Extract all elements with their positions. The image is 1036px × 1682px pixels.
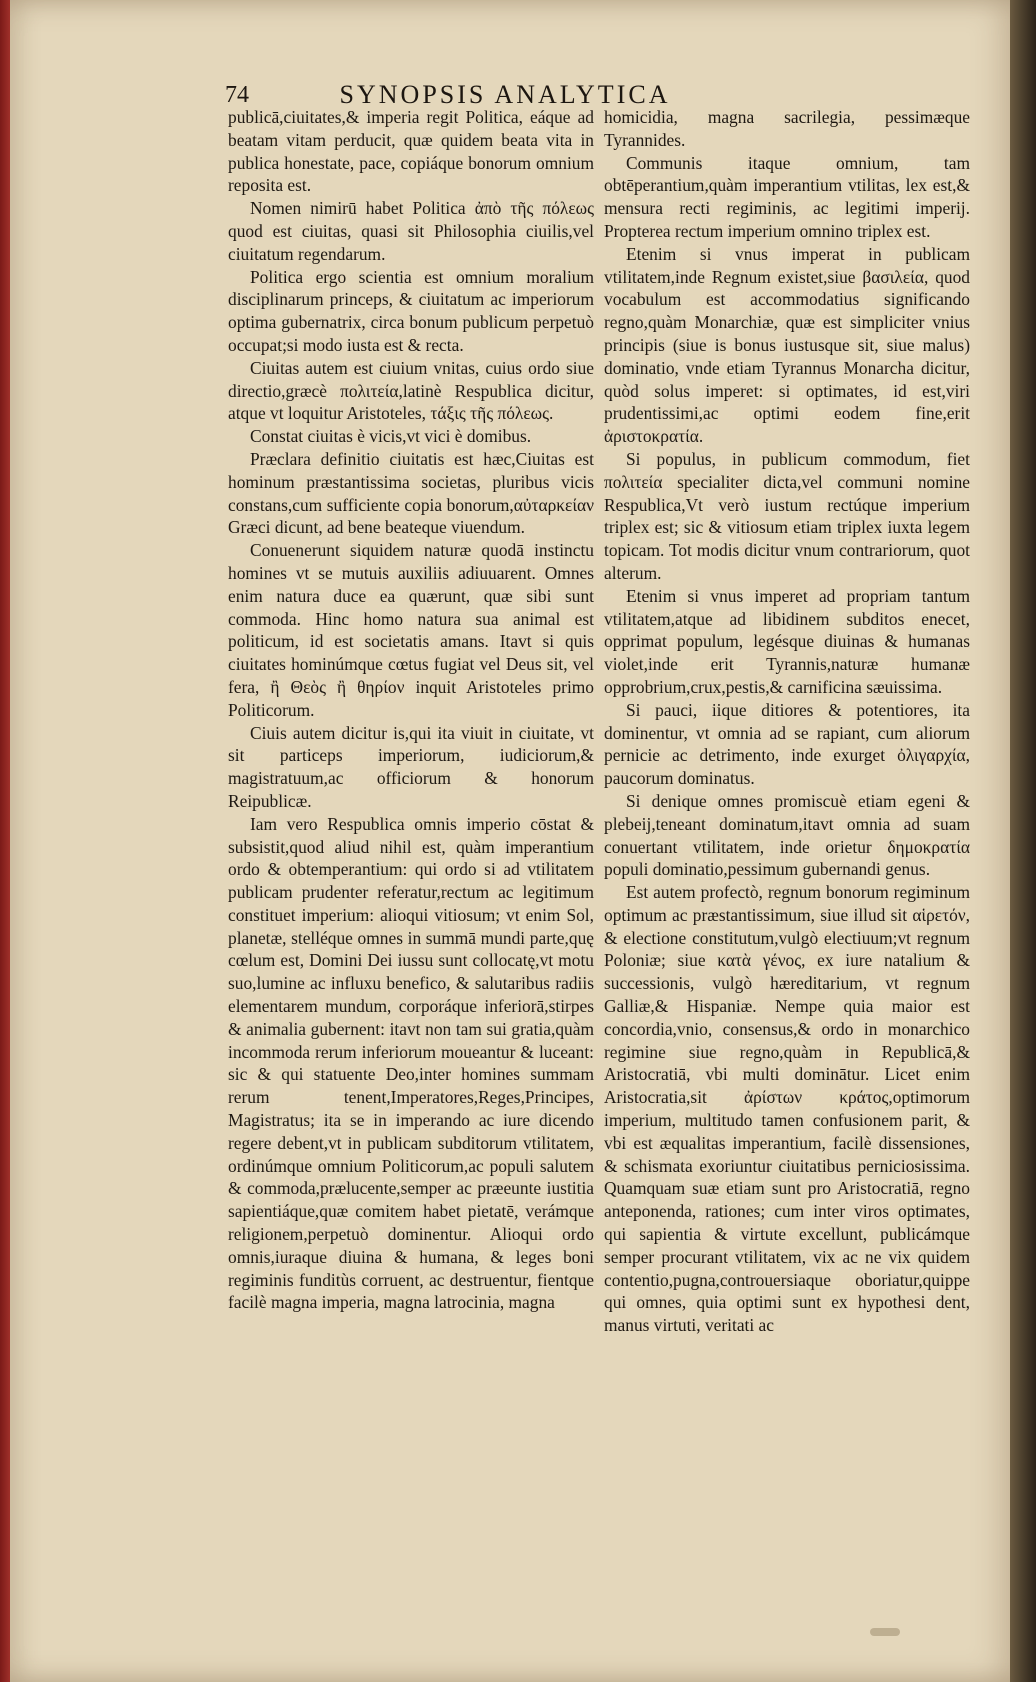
left-column (228, 106, 594, 1314)
page-shadow-edge (1010, 0, 1036, 1682)
book-binding-edge (0, 0, 10, 1682)
book-page (10, 0, 1020, 1682)
paragraph: publicā,ciuitates,& imperia regit Politica, eáque ad beatam vitam perducit, quæ quidem beata vita in publica honestate, pace, copiáque bonorum omnium reposita est. (228, 107, 594, 196)
paragraph: Iam vero Respublica omnis imperio cōstat & subsistit,quod aliud nihil est, quàm imperantium ordo & obtemperantium: qui ordo si ad vtilitatem publicam prudenter referatur,rectum ac legitimum constituet imperium: alioqui vitiosum; vt enim Sol, planetæ, stelléque omnes in summā mundi parte,quę cœlum est, Domini Dei iussu sunt collocatę,vt motu suo,lumine ac influxu benefico, & salutaribus radiis elementarem mundum, corporáque inferiorā,stirpes & animalia gubernent: itavt non tam sui gratia,quàm incommoda rerum inferiorum moueantur & luceant: sic & qui statuente Deo,inter homines summam rerum tenent,Imperatores,Reges,Principes, Magistratus; ita se in imperando ac iure dicendo regere debent,vt in publicam subditorum vtilitatem, ordinúmque omnium Politicorum,ac populi salutem & commoda,prælucente,semper ac præeunte iustitia sapientiáque,quæ comitem habet pietatē, verámque religionem,perpetuò dominentur. Alioqui ordo omnis,iuraque diuina & humana, & leges boni regiminis funditùs corruent, ac destruentur, fientque facilè magna imperia, magna latrocinia, magna (228, 813, 594, 1313)
page-number: 74 (225, 82, 249, 108)
paragraph: homicidia, magna sacrilegia, pessimæque Tyrannides. (604, 107, 970, 150)
paragraph: Ciuitas autem est ciuium vnitas, cuius ordo siue directio,græcè πολιτεία,latinè Respublica dicitur, atque vt loquitur Aristoteles, τάξις τῆς πόλεως. (228, 357, 594, 424)
paragraph: Præclara definitio ciuitatis est hæc,Ciuitas est hominum præstantissima societas, pluribus vicis constans,cum sufficiente copia bonorum,αὐταρκείαν Græci dicunt, ad bene beateque viuendum. (228, 448, 594, 538)
ink-smudge (870, 1628, 900, 1636)
paragraph: Communis itaque omnium, tam obtēperantium,quàm imperantium vtilitas, lex est,& mensura recti regiminis, ac legitimi imperij. Propterea rectum imperium omnino triplex est. (604, 152, 970, 241)
right-column (604, 106, 970, 1337)
paragraph: Si pauci, iique ditiores & potentiores, ita dominentur, vt omnia ad se rapiant, cum aliorum pernicie ac detrimento, inde exurget ὀλιγαρχία, paucorum dominatus. (604, 699, 970, 789)
running-title: SYNOPSIS ANALYTICA (339, 80, 671, 109)
paragraph: Si denique omnes promiscuè etiam egeni & plebeij,teneant dominatum,itavt omnia ad suam conuertant vtilitatem, inde orietur δημοκρατία populi dominatio,pessimum gubernandi genus. (604, 790, 970, 880)
paragraph: Etenim si vnus imperet ad propriam tantum vtilitatem,atque ad libidinem subditos enecet, opprimat populum, legésque diuinas & humanas violet,inde erit Tyrannis,naturæ humanæ opprobrium,crux,pestis,& carnificina sæuissima. (604, 585, 970, 697)
paragraph: Est autem profectò, regnum bonorum regiminum optimum ac præstantissimum, siue illud sit αἱρετόν, & electione constitutum,vulgò electiuum;vt regnum Poloniæ; siue κατὰ γένος, ex iure natalium & successionis, vulgò hæreditarium, vt regnum Galliæ,& Hispaniæ. Nempe quia maior est concordia,vnio, consensus,& ordo in monarchico regimine siue regno,quàm in Republicā,& Aristocratiā, vbi multi dominātur. Licet enim Aristocratia,sit ἀρίστων κράτος,optimorum imperium, multitudo tamen confusionem parit, & vbi est æqualitas imperantium, facilè dissensiones, & schismata exoriuntur ciuitatibus perniciosissima. Quamquam suæ etiam sunt pro Aristocratiā, regno anteponenda, rationes; cum inter viros optimates, qui sapientia & virtute excellunt, publicámque semper procurant vtilitatem, vix ac ne vix quidem contentio,pugna,controuersiaque oboriatur,quippe qui omnes, quia optimi sunt ex hypothesi dent, manus virtuti, veritati ac (604, 882, 970, 1336)
paragraph: Conuenerunt siquidem naturæ quodā instinctu homines vt se mutuis auxiliis adiuuarent. Omnes enim natura duce ea quærunt, quæ sibi sunt commoda. Hinc homo natura sua animal est politicum, id est societatis amans. Itavt si quis ciuitates hominúmque cœtus fugiat vel Deus sit, vel fera, ἢ Θεὸς ἢ θηρίον inquit Aristoteles primo Politicorum. (228, 540, 594, 720)
paragraph: Constat ciuitas è vicis,vt vici è domibus. (250, 426, 532, 447)
paragraph: Etenim si vnus imperat in publicam vtilitatem,inde Regnum existet,siue βασιλεία, quod vocabulum est accommodatius significando regno,quàm Monarchiæ, quæ est simpliciter vnius principis (siue is bonus iustusque sit, siue malus) dominatio, vnde etiam Tyrannus Monarcha dicitur, quòd solus imperet: si optimates, id est,viri prudentissimi,ac optimi eodem fine,erit ἀριστοκρατία. (604, 243, 970, 447)
paragraph: Ciuis autem dicitur is,qui ita viuit in ciuitate, vt sit particeps imperiorum, iudiciorum,& magistratuum,ac officiorum & honorum Reipublicæ. (228, 722, 594, 811)
paragraph: Nomen nimirū habet Politica ἀπὸ τῆς πόλεως quod est ciuitas, quasi sit Philosophia ciuilis,vel ciuitatum regendarum. (228, 198, 594, 264)
paragraph: Politica ergo scientia est omnium moralium disciplinarum princeps, & ciuitatum ac imperiorum optima gubernatrix, circa bonum publicum perpetuò occupat;si modo iusta est & recta. (228, 266, 594, 355)
paragraph: Si populus, in publicum commodum, fiet πολιτεία specialiter dicta,vel communi nomine Respublica,Vt verò iustum rectúque imperium triplex est; sic & vitiosum etiam triplex iuxta legem topicam. Tot modis dicitur vnum contrariorum, quot alterum. (604, 448, 970, 583)
